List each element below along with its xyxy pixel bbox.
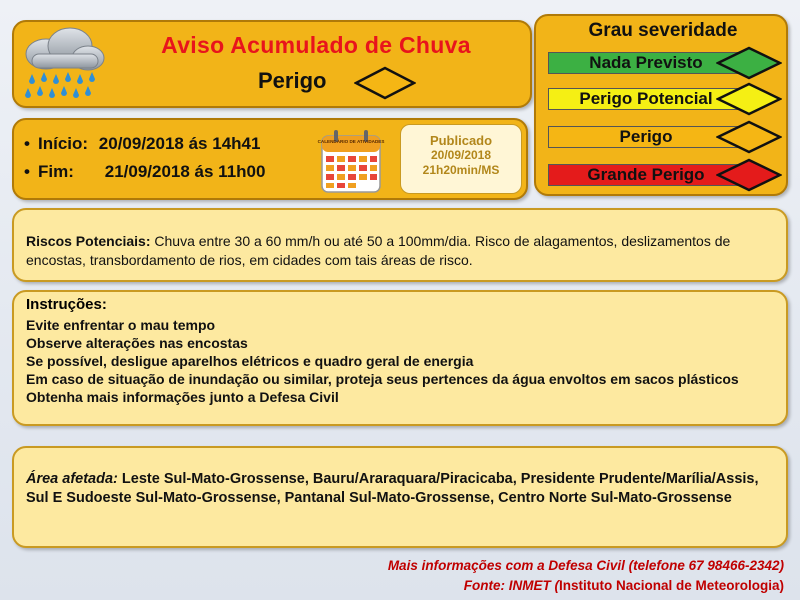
risks-label: Riscos Potenciais: — [26, 233, 151, 249]
affected-area-panel — [12, 446, 788, 548]
severity-scale — [534, 14, 788, 196]
severity-level-perigo — [546, 120, 782, 154]
published-box — [400, 124, 522, 194]
rain-cloud-icon — [18, 24, 108, 108]
severity-title: Grau severidade — [588, 20, 738, 41]
risks-panel — [12, 208, 788, 282]
severity-label: Nada Previsto — [548, 52, 744, 74]
risks-text: Chuva entre 30 a 60 mm/h ou até 50 a 100mm/dia. Risco de alagamentos, deslizamentos de encostas, transbordamento de rios, em cidades com tais áreas de risco. — [26, 233, 731, 268]
severity-diamond — [716, 158, 782, 192]
start-label: Início: — [38, 134, 89, 153]
validity-period — [12, 118, 528, 200]
published-label: Publicado — [429, 133, 493, 148]
list-item: Observe alterações nas encostas — [26, 335, 248, 351]
list-item: Evite enfrentar o mau tempo — [26, 317, 216, 333]
alert-title: Aviso Acumulado de Chuva — [161, 32, 471, 58]
severity-label: Grande Perigo — [548, 164, 744, 186]
start-value: 20/09/2018 ás 14h41 — [98, 134, 261, 153]
instructions-list — [26, 316, 778, 406]
end-label: Fim: — [38, 162, 74, 181]
affected-area-label: Área afetada: — [26, 471, 118, 487]
calendar-caption: CALENDÁRIO DE ATIVIDADES — [317, 139, 385, 144]
severity-level-perigo-potencial — [546, 82, 782, 116]
instructions-title: Instruções: — [26, 296, 107, 313]
calendar-icon — [316, 126, 386, 196]
list-item: Obtenha mais informações junto a Defesa Civil — [26, 389, 339, 405]
severity-level-grande-perigo — [546, 158, 782, 192]
source-detail: Instituto Nacional de Meteorologia) — [558, 578, 784, 593]
affected-area-block — [26, 470, 778, 508]
list-item: Em caso de situação de inundação ou similar, proteja seus pertences da água envoltos em sacos plásticos — [26, 371, 739, 387]
footer — [388, 556, 784, 596]
instructions-panel — [12, 290, 788, 426]
severity-label: Perigo — [548, 126, 744, 148]
risks-text-block — [26, 232, 778, 270]
severity-level-nada-previsto — [546, 46, 782, 80]
severity-diamond — [716, 82, 782, 116]
source-prefix: Fonte: INMET ( — [463, 578, 559, 593]
alert-level-label: Perigo — [258, 68, 327, 93]
alert-level-diamond — [354, 66, 416, 100]
start-line: • Início: 20/09/2018 ás 14h41 — [24, 134, 261, 153]
list-item: Se possível, desligue aparelhos elétricos e quadro geral de energia — [26, 353, 474, 369]
source-line — [388, 576, 784, 596]
end-line: • Fim: 21/09/2018 ás 11h00 — [24, 162, 266, 181]
alert-header — [12, 20, 532, 108]
affected-area-text: Leste Sul-Mato-Grossense, Bauru/Araraquara/Piracicaba, Presidente Prudente/Marília/Assis, Sul E Sudoeste Sul-Mato-Grossense, Pantanal Sul-Mato-Grossense, Centro Norte Sul-Mato-Grossense — [26, 471, 759, 506]
end-value: 21/09/2018 ás 11h00 — [104, 162, 266, 181]
severity-diamond — [716, 120, 782, 154]
severity-diamond — [716, 46, 782, 80]
severity-label: Perigo Potencial — [548, 88, 744, 110]
published-date: 20/09/2018 — [430, 148, 492, 162]
published-time: 21h20min/MS — [422, 163, 500, 177]
more-info-text: Mais informações com a Defesa Civil (telefone 67 98466-2342) — [387, 558, 784, 573]
